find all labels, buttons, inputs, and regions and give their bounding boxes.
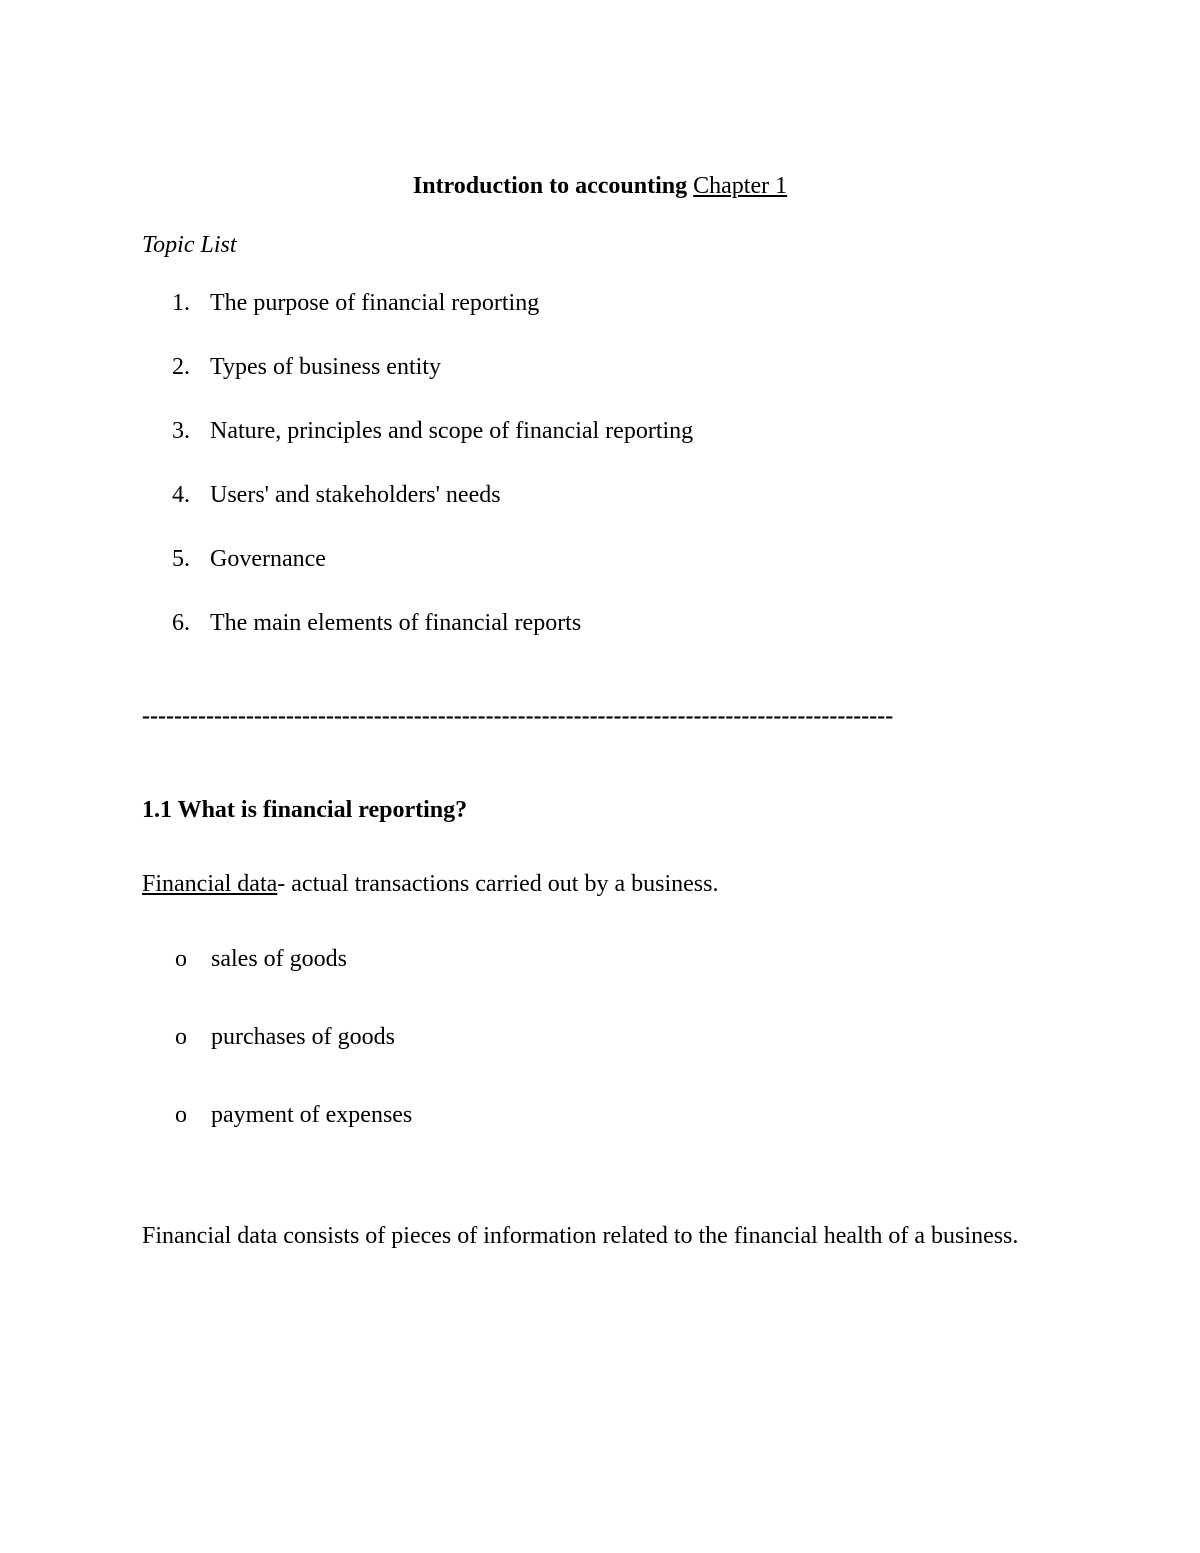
dashed-divider: ----------------------------------------------------------------------------------------------: [142, 703, 894, 729]
topic-text: Governance: [210, 546, 326, 572]
topic-number: 6.: [172, 610, 190, 636]
topic-number: 2.: [172, 354, 190, 380]
topic-list-item: [172, 479, 501, 511]
bullet-marker: o: [175, 1024, 187, 1050]
topic-number: 1.: [172, 290, 190, 316]
topic-number: 3.: [172, 418, 190, 444]
topic-list-item: [172, 607, 581, 639]
bullet-item: [175, 1099, 412, 1131]
title-text: Introduction to accounting: [412, 173, 688, 199]
topic-number: 5.: [172, 546, 190, 572]
topic-list-item: [172, 287, 539, 319]
section-heading: 1.1 What is financial reporting?: [142, 797, 468, 823]
topic-text: The main elements of financial reports: [210, 610, 582, 636]
bullet-text: payment of expenses: [211, 1102, 413, 1128]
bullet-item: [175, 943, 347, 975]
topic-list-label: Topic List: [142, 232, 237, 258]
topic-text: The purpose of financial reporting: [210, 290, 540, 316]
topic-list-item: [172, 543, 326, 575]
topic-text: Users' and stakeholders' needs: [210, 482, 501, 508]
bullet-text: sales of goods: [211, 946, 347, 972]
definition-term: Financial data: [142, 871, 278, 897]
bullet-marker: o: [175, 946, 187, 972]
bullet-marker: o: [175, 1102, 187, 1128]
definition-line: [142, 868, 718, 900]
topic-list-item: [172, 351, 441, 383]
topic-text: Types of business entity: [210, 354, 441, 380]
topic-list-item: [172, 415, 693, 447]
bullet-text: purchases of goods: [211, 1024, 395, 1050]
topic-number: 4.: [172, 482, 190, 508]
body-paragraph: Financial data consists of pieces of information related to the financial health of a business.: [142, 1223, 1019, 1249]
bullet-item: [175, 1021, 395, 1053]
definition-text: - actual transactions carried out by a business.: [277, 871, 719, 897]
chapter-label: Chapter 1: [693, 173, 788, 199]
page-title: [0, 170, 1200, 202]
topic-text: Nature, principles and scope of financial reporting: [210, 418, 694, 444]
